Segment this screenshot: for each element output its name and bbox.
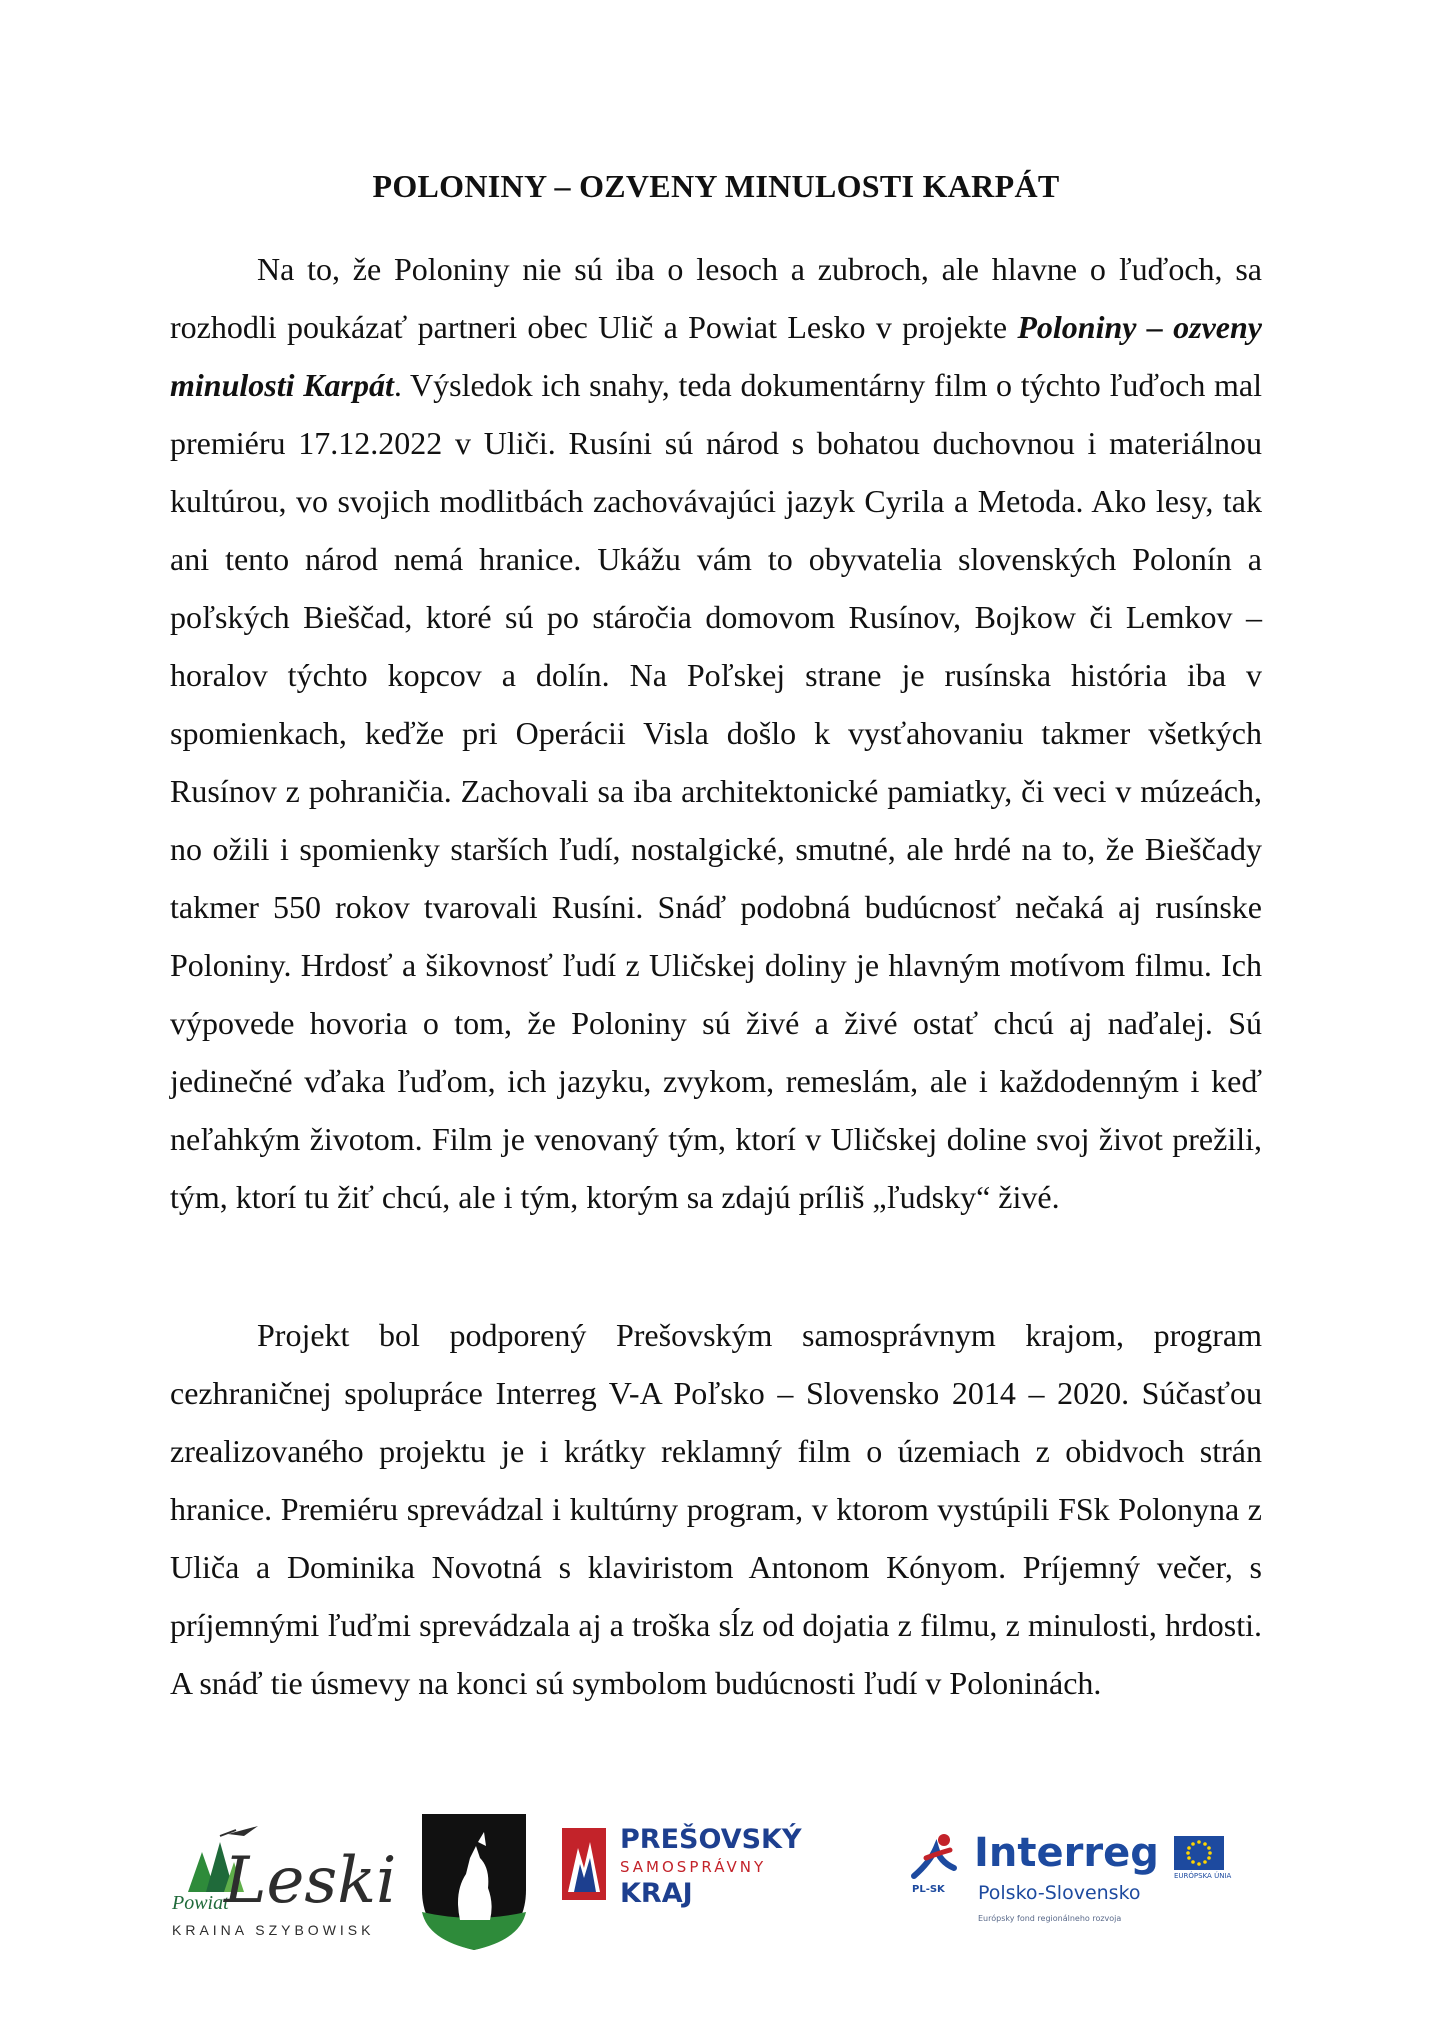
paragraph-intro-start: Na to, že Poloniny nie sú iba o lesoch a zubroch, ale hlavne o ľuďoch, sa rozhodli poukázať partneri obec Ulič a Powiat Lesko v projekte <box>170 251 1262 345</box>
ulic-crest-logo <box>420 1812 528 1952</box>
paragraph-intro-rest: . Výsledok ich snahy, teda dokumentárny film o týchto ľuďoch mal premiéru 17.12.2022 v Uliči. Rusíni sú národ s bohatou duchovnou i materiálnou kultúrou, vo svojich modlitbách zachovávajúci jazyk Cyrila a Metoda. Ako lesy, tak ani tento národ nemá hranice. Ukážu vám to obyvatelia slovenských Polonín a poľských Bieščad, ktoré sú po stáročia domovom Rusínov, Bojkow či Lemkov – horalov týchto kopcov a dolín. Na Poľskej strane je rusínska história iba v spomienkach, keďže pri Operácii Visla došlo k vysťahovaniu takmer všetkých Rusínov z pohraničia. Zachovali sa iba architektonické pamiatky, či veci v múzeách, no ožili i spomienky starších ľudí, nostalgické, smutné, ale hrdé na to, že Bieščady takmer 550 rokov tvarovali Rusíni. Snáď podobná budúcnosť nečaká aj rusínske Poloniny. Hrdosť a šikovnosť ľudí z Uličskej doliny je hlavným motívom filmu. Ich výpovede hovoria o tom, že Poloniny sú živé a živé ostať chcú aj naďalej. Sú jedinečné vďaka ľuďom, ich jazyku, zvykom, remeslám, ale i každodenným i keď neľahkým životom. Film je venovaný tým, ktorí v Uličskej doline svoj život prežili, tým, ktorí tu žiť chcú, ale i tým, ktorým sa zdajú príliš „ľudsky“ živé. <box>170 367 1262 1215</box>
wolf-crest-icon <box>420 1812 528 1952</box>
leski-big-text: Leski <box>224 1844 397 1918</box>
presov-line3: KRAJ <box>620 1878 693 1909</box>
project-name: Poloniny – ozveny minulosti Karpát <box>170 309 1263 403</box>
presov-mountain-icon <box>562 1828 606 1900</box>
interreg-brand: Interreg <box>974 1830 1159 1876</box>
paragraph-intro <box>170 240 1262 1226</box>
leski-tagline: KRAINA SZYBOWISK <box>172 1922 375 1938</box>
eu-flag-icon <box>1174 1836 1224 1870</box>
eu-label: EURÓPSKA ÚNIA <box>1174 1872 1232 1880</box>
presov-region-logo <box>562 1824 852 1909</box>
plsk-figure-icon <box>906 1832 962 1884</box>
presov-line1: PREŠOVSKÝ <box>620 1824 802 1855</box>
plsk-badge: PL-SK <box>912 1884 945 1895</box>
interreg-fund-text: Európsky fond regionálneho rozvoja <box>978 1914 1122 1923</box>
footer-logos <box>0 1800 1432 2000</box>
interreg-logo <box>906 1830 1236 1940</box>
leski-logo <box>168 1822 400 1940</box>
document-title: POLONINY – OZVENY MINULOSTI KARPÁT <box>372 168 1060 204</box>
leski-small-text: Powiat <box>172 1892 229 1914</box>
presov-line2: SAMOSPRÁVNY <box>620 1858 767 1876</box>
paragraph-support: Projekt bol podporený Prešovským samosprávnym krajom, program cezhraničnej spolupráce Interreg V-A Poľsko – Slovensko 2014 – 2020. Súčasťou zrealizovaného projektu je i krátky reklamný film o územiach z obidvoch strán hranice. Premiéru sprevádzal i kultúrny program, v ktorom vystúpili FSk Polonyna z Uliča a Dominika Novotná s klaviristom Antonom Kónyom. Príjemný večer, s príjemnými ľuďmi sprevádzala aj a troška sĺz od dojatia z filmu, z minulosti, hrdosti. A snáď tie úsmevy na konci sú symbolom budúcnosti ľudí v Poloninách. <box>170 1317 1262 1701</box>
interreg-subtitle: Polsko-Slovensko <box>978 1882 1141 1904</box>
